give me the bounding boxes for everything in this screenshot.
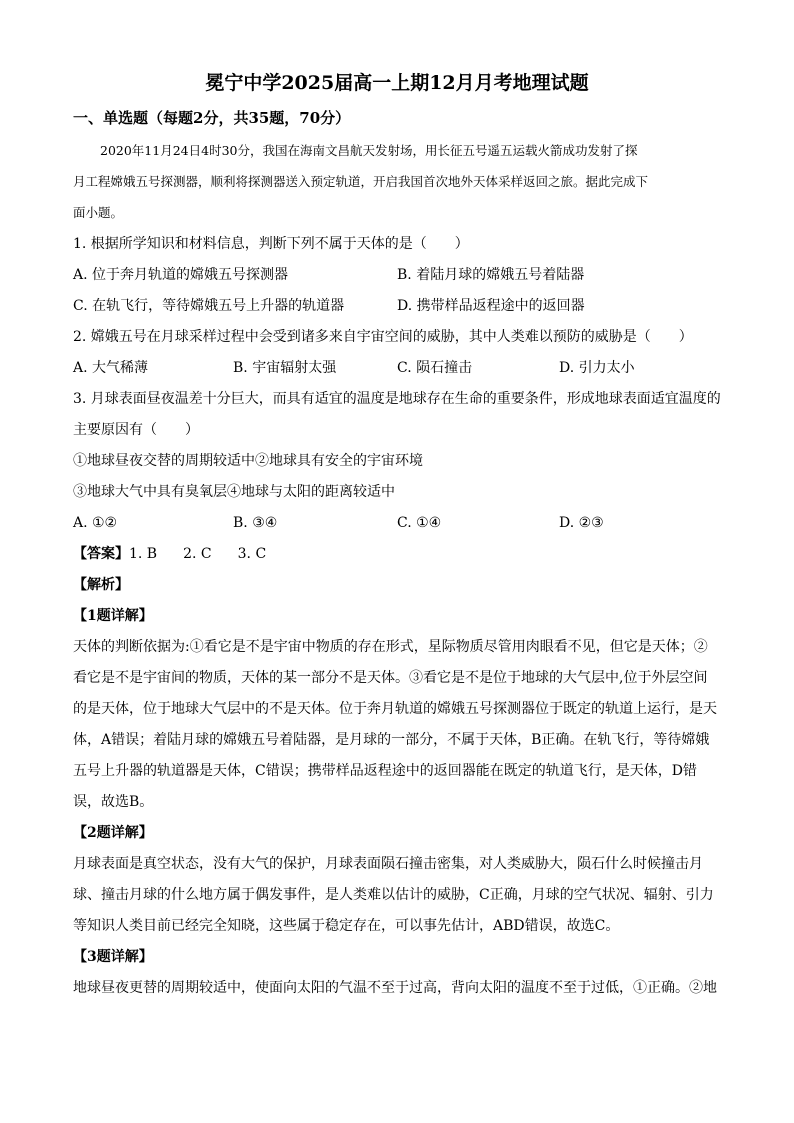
material-line: 月工程嫦娥五号探测器，顺利将探测器送入预定轨道，开启我国首次地外天体采样返回之旅。据此完成下 [73, 174, 649, 189]
q3-option-a: A. ①② [73, 515, 118, 531]
detail-1-line: 看它是不是宇宙间的物质，天体的某一部分不是天体。③看它是不是位于地球的大气层中,位于外层空间 [73, 670, 708, 686]
q3-statement: ①地球昼夜交替的周期较适中②地球具有安全的宇宙环境 [73, 453, 423, 469]
q1-option-c: C. 在轨飞行，等待嫦娥五号上升器的轨道器 [73, 298, 345, 314]
detail-1-line: 体，A错误；着陆月球的嫦娥五号着陆器，是月球的一部分，不属于天体，B正确。在轨飞行，等待嫦娥 [73, 732, 710, 748]
material-line: 面小题。 [73, 205, 124, 220]
question-2-stem: 2. 嫦娥五号在月球采样过程中会受到诸多来自宇宙空间的威胁，其中人类难以预防的威胁是（ ） [73, 329, 693, 345]
page-title: 冕宁中学2025届高一上期12月月考地理试题 [205, 72, 589, 94]
detail-2-line: 球、撞击月球的什么地方属于偶发事件，是人类难以估计的威胁，C正确，月球的空气状况、辐射、引力 [73, 887, 714, 903]
q2-option-d: D. 引力太小 [559, 360, 635, 376]
question-1-stem: 1. 根据所学知识和材料信息，判断下列不属于天体的是（ ） [73, 236, 469, 252]
q3-statement: ③地球大气中具有臭氧层④地球与太阳的距离较适中 [73, 484, 395, 500]
detail-3-heading: 【3题详解】 [73, 949, 153, 965]
detail-1-line: 的是天体，位于地球大气层中的不是天体。位于奔月轨道的嫦娥五号探测器位于既定的轨道上运行，是天 [73, 701, 717, 717]
q3-option-c: C. ①④ [397, 515, 442, 531]
q2-option-a: A. 大气稀薄 [73, 360, 149, 376]
q2-option-c: C. 陨石撞击 [397, 360, 473, 376]
analysis-label: 【解析】 [73, 577, 129, 593]
answer-item: 1. B [129, 546, 158, 562]
detail-1-line: 五号上升器的轨道器是天体，C错误；携带样品返程途中的返回器能在既定的轨道飞行，是天体，D错 [73, 763, 697, 779]
q1-option-a: A. 位于奔月轨道的嫦娥五号探测器 [73, 267, 289, 283]
detail-1-line: 天体的判断依据为:①看它是不是宇宙中物质的存在形式，星际物质尽管用肉眼看不见，但它是天体；② [73, 639, 708, 655]
detail-1-heading: 【1题详解】 [73, 608, 153, 624]
q2-option-b: B. 宇宙辐射太强 [233, 360, 337, 376]
answer-line [73, 544, 292, 564]
section-heading: 一、单选题（每题2分，共35题，70分） [73, 109, 351, 127]
material-line: 2020年11月24日4时30分，我国在海南文昌航天发射场，用长征五号遥五运载火箭成功发射了探 [100, 143, 638, 158]
q3-option-b: B. ③④ [233, 515, 278, 531]
q1-option-d: D. 携带样品返程途中的返回器 [397, 298, 585, 314]
question-3-stem: 主要原因有（ ） [73, 422, 199, 438]
answer-item: 2. C [183, 546, 212, 562]
detail-2-line: 等知识人类目前已经完全知晓，这些属于稳定存在，可以事先估计，ABD错误，故选C。 [73, 918, 620, 934]
detail-1-line: 误，故选B。 [73, 794, 154, 810]
detail-2-line: 月球表面是真空状态，没有大气的保护，月球表面陨石撞击密集，对人类威胁大，陨石什么时候撞击月 [73, 856, 703, 872]
question-3-stem: 3. 月球表面昼夜温差十分巨大，而具有适宜的温度是地球存在生命的重要条件，形成地球表面适宜温度的 [73, 391, 721, 407]
q1-option-b: B. 着陆月球的嫦娥五号着陆器 [397, 267, 585, 283]
detail-3-line: 地球昼夜更替的周期较适中，使面向太阳的气温不至于过高，背向太阳的温度不至于过低，①正确。②地 [73, 980, 717, 996]
detail-2-heading: 【2题详解】 [73, 825, 153, 841]
q3-option-d: D. ②③ [559, 515, 604, 531]
answer-item: 3. C [237, 546, 267, 562]
answer-label: 【答案】 [73, 546, 129, 562]
